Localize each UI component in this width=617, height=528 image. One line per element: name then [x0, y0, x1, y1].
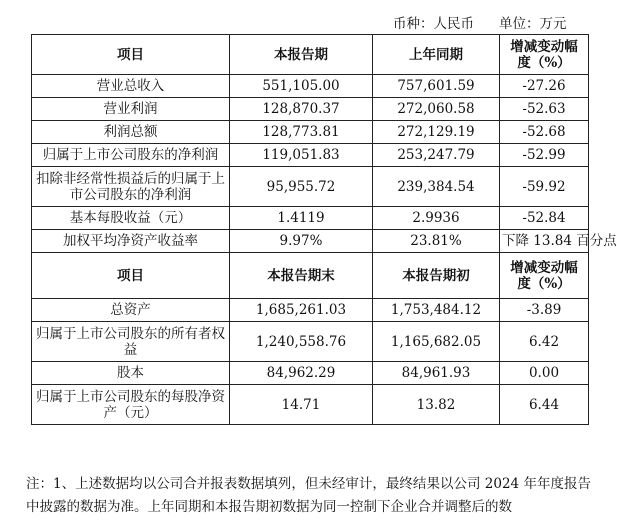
value-cell: -59.92	[500, 167, 589, 207]
table-row	[32, 385, 589, 425]
value-cell: 1,165,682.05	[373, 322, 500, 362]
value-cell: 1,240,558.76	[230, 322, 373, 362]
value-cell: 下降 13.84 百分点	[500, 230, 589, 253]
value-cell: 128,773.81	[230, 121, 373, 144]
row-label: 加权平均净资产收益率	[32, 230, 230, 253]
header-cell: 增减变动幅度（%）	[500, 253, 589, 299]
header-cell: 项目	[32, 253, 230, 299]
value-cell: 6.42	[500, 322, 589, 362]
table-row	[32, 362, 589, 385]
value-cell: 0.00	[500, 362, 589, 385]
table-row	[32, 144, 589, 167]
value-cell: -52.68	[500, 121, 589, 144]
unit-label: 单位：万元	[499, 16, 567, 32]
value-cell: 6.44	[500, 385, 589, 425]
value-cell: 84,961.93	[373, 362, 500, 385]
row-label: 归属于上市公司股东的所有者权益	[32, 322, 230, 362]
row-label: 归属于上市公司股东的净利润	[32, 144, 230, 167]
row-label: 营业总收入	[32, 75, 230, 98]
header-cell: 本报告期末	[230, 253, 373, 299]
table-row	[32, 230, 589, 253]
value-cell: 128,870.37	[230, 98, 373, 121]
value-cell: 23.81%	[373, 230, 500, 253]
value-cell: 1,685,261.03	[230, 299, 373, 322]
row-label: 股本	[32, 362, 230, 385]
value-cell: 757,601.59	[373, 75, 500, 98]
row-label: 归属于上市公司股东的每股净资产（元）	[32, 385, 230, 425]
financial-data-table	[31, 34, 617, 425]
header-cell: 本报告期	[230, 35, 373, 75]
row-label: 营业利润	[32, 98, 230, 121]
value-cell: 13.82	[373, 385, 500, 425]
footnote: 注：1、上述数据均以公司合并报表数据填列，但未经审计，最终结果以公司 2024 年年度报告中披露的数据为准。上年同期和本报告期初数据为同一控制下企业合并调整后的数	[26, 476, 591, 515]
value-cell: -52.84	[500, 207, 589, 230]
row-label: 利润总额	[32, 121, 230, 144]
value-cell: 9.97%	[230, 230, 373, 253]
value-cell: -3.89	[500, 299, 589, 322]
value-cell: -27.26	[500, 75, 589, 98]
table-row	[32, 75, 589, 98]
table-row	[32, 207, 589, 230]
table-row	[32, 121, 589, 144]
value-cell: 2.9936	[373, 207, 500, 230]
table-row	[32, 299, 589, 322]
value-cell: -52.99	[500, 144, 589, 167]
header-cell: 上年同期	[373, 35, 500, 75]
row-label: 扣除非经常性损益后的归属于上市公司股东的净利润	[32, 167, 230, 207]
table-header-row	[32, 35, 589, 75]
value-cell: 1.4119	[230, 207, 373, 230]
value-cell: -52.63	[500, 98, 589, 121]
value-cell: 1,753,484.12	[373, 299, 500, 322]
table-header-row	[32, 253, 589, 299]
value-cell: 84,962.29	[230, 362, 373, 385]
value-cell: 272,060.58	[373, 98, 500, 121]
value-cell: 119,051.83	[230, 144, 373, 167]
value-cell: 551,105.00	[230, 75, 373, 98]
row-label: 基本每股收益（元）	[32, 207, 230, 230]
table-row	[32, 98, 589, 121]
value-cell: 95,955.72	[230, 167, 373, 207]
value-cell: 239,384.54	[373, 167, 500, 207]
header-cell: 本报告期初	[373, 253, 500, 299]
table-row	[32, 322, 589, 362]
value-cell: 253,247.79	[373, 144, 500, 167]
value-cell: 14.71	[230, 385, 373, 425]
header-cell: 项目	[32, 35, 230, 75]
currency-label: 币种：人民币	[393, 16, 474, 32]
currency-unit-line	[0, 10, 613, 32]
header-cell: 增减变动幅度（%）	[500, 35, 589, 75]
row-label: 总资产	[32, 299, 230, 322]
value-cell: 272,129.19	[373, 121, 500, 144]
table-row	[32, 167, 589, 207]
